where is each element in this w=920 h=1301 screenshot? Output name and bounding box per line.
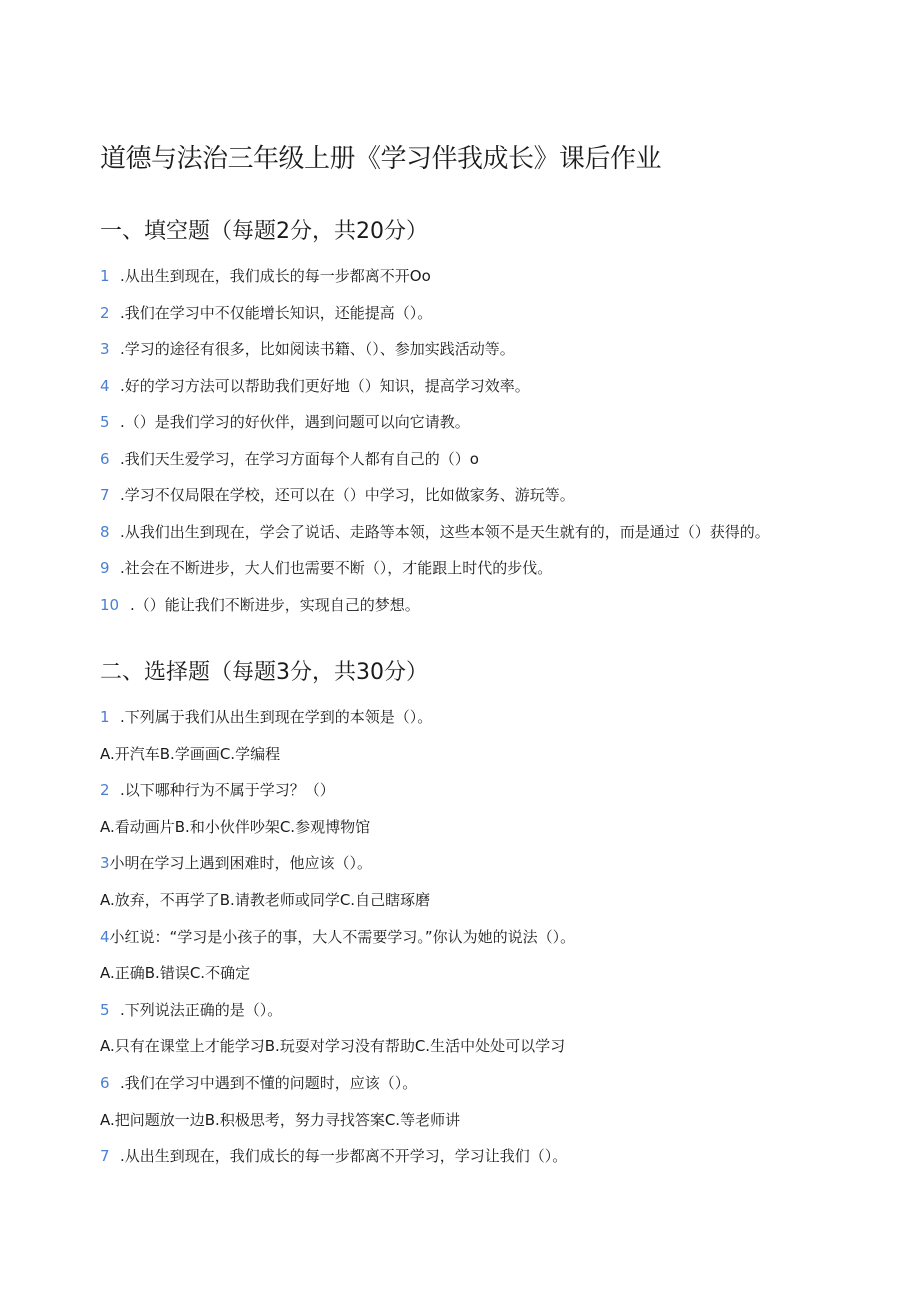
section-heading-fill-blank: 一、填空题（每题2分，共20分）: [100, 219, 428, 244]
choice-question: [100, 927, 575, 947]
item-text: .从我们出生到现在，学会了说话、走路等本领，这些本领不是天生就有的，而是通过（）获得的。: [120, 523, 770, 541]
question-options: A.开汽车B.学画画C.学编程: [100, 745, 281, 763]
choice-question: [100, 853, 372, 873]
item-text: .我们在学习中不仅能增长知识，还能提高（）。: [120, 304, 433, 322]
item-text: .（）是我们学习的好伙伴，遇到问题可以向它请教。: [120, 413, 470, 431]
fill-blank-item: [100, 522, 770, 542]
choice-question: [100, 780, 335, 800]
item-text: .从出生到现在，我们成长的每一步都离不开Oo: [120, 267, 431, 285]
fill-blank-item: [100, 376, 530, 396]
item-number: 5: [100, 413, 110, 431]
item-number: 10: [100, 596, 120, 614]
item-text: .好的学习方法可以帮助我们更好地（）知识，提高学习效率。: [120, 377, 530, 395]
document-title: 道德与法治三年级上册《学习伴我成长》课后作业: [100, 144, 662, 174]
question-text: .下列属于我们从出生到现在学到的本领是（）。: [120, 708, 433, 726]
item-number: 3: [100, 340, 110, 358]
question-text: .我们在学习中遇到不懂的问题时，应该（）。: [120, 1074, 418, 1092]
choice-question: [100, 707, 432, 727]
fill-blank-item: [100, 303, 432, 323]
question-number: 1: [100, 708, 110, 726]
question-text: .下列说法正确的是（）。: [120, 1001, 283, 1019]
item-text: .社会在不断进步，大人们也需要不断（），才能跟上时代的步伐。: [120, 559, 553, 577]
question-text: .以下哪种行为不属于学习？（）: [120, 781, 335, 799]
question-options: A.放弃，不再学了B.请教老师或同学C.自己瞎琢磨: [100, 891, 431, 909]
question-number: 2: [100, 781, 110, 799]
fill-blank-item: [100, 558, 552, 578]
item-number: 2: [100, 304, 110, 322]
question-number: 5: [100, 1001, 110, 1019]
item-text: .我们天生爱学习，在学习方面每个人都有自己的（）o: [120, 450, 479, 468]
question-number: 4: [100, 928, 110, 946]
question-number: 3: [100, 854, 110, 872]
item-text: .学习不仅局限在学校，还可以在（）中学习，比如做家务、游玩等。: [120, 486, 575, 504]
item-number: 7: [100, 486, 110, 504]
section-heading-multiple-choice: 二、选择题（每题3分，共30分）: [100, 660, 428, 685]
item-number: 4: [100, 377, 110, 395]
item-text: .学习的途径有很多，比如阅读书籍、（）、参加实践活动等。: [120, 340, 515, 358]
question-number: 6: [100, 1074, 110, 1092]
fill-blank-item: [100, 412, 470, 432]
question-number: 7: [100, 1147, 110, 1165]
item-number: 9: [100, 559, 110, 577]
item-text: .（）能让我们不断进步，实现自己的梦想。: [130, 596, 420, 614]
choice-question: [100, 1000, 282, 1020]
fill-blank-item: [100, 595, 420, 615]
question-text: 小红说：“学习是小孩子的事，大人不需要学习。”你认为她的说法（）。: [109, 928, 576, 946]
question-text: .从出生到现在，我们成长的每一步都离不开学习，学习让我们（）。: [120, 1147, 568, 1165]
question-options: A.把问题放一边B.积极思考，努力寻找答案C.等老师讲: [100, 1111, 461, 1129]
question-options: A.正确B.错误C.不确定: [100, 964, 251, 982]
question-text: 小明在学习上遇到困难时，他应该（）。: [109, 854, 373, 872]
item-number: 6: [100, 450, 110, 468]
fill-blank-item: [100, 449, 479, 469]
fill-blank-item: [100, 339, 515, 359]
choice-question: [100, 1073, 417, 1093]
question-options: A.看动画片B.和小伙伴吵架C.参观博物馆: [100, 818, 371, 836]
choice-question: [100, 1146, 567, 1166]
question-options: A.只有在课堂上才能学习B.玩耍对学习没有帮助C.生活中处处可以学习: [100, 1037, 566, 1055]
item-number: 1: [100, 267, 110, 285]
fill-blank-item: [100, 266, 431, 286]
fill-blank-item: [100, 485, 575, 505]
item-number: 8: [100, 523, 110, 541]
